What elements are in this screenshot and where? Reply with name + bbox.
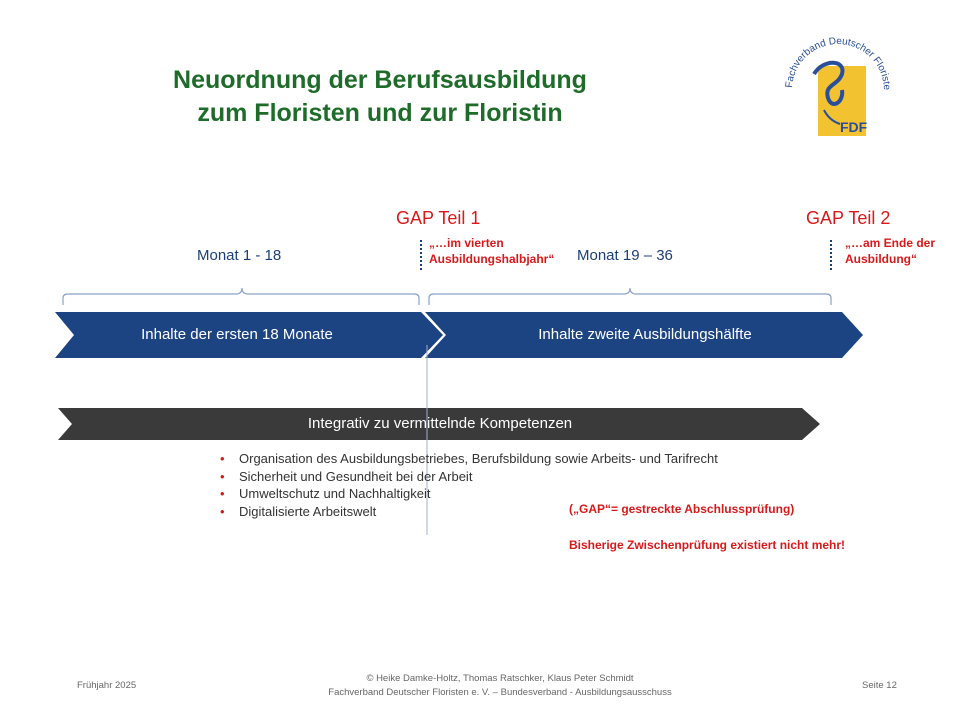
gap-definition: („GAP“= gestreckte Abschlussprüfung) <box>569 502 795 516</box>
competence-text: Digitalisierte Arbeitswelt <box>239 503 377 519</box>
gap2-note <box>845 235 935 267</box>
integrative-label: Integrativ zu vermittelnde Kompetenzen <box>307 415 573 432</box>
month2-label: Monat 19 – 36 <box>577 247 673 264</box>
gap1-note-line2: Ausbildungshalbjahr“ <box>429 252 555 266</box>
footer-date: Frühjahr 2025 <box>77 680 137 691</box>
bullet-icon: • <box>220 451 225 466</box>
bullet-icon: • <box>220 468 225 484</box>
brace-months-1-18 <box>63 288 419 305</box>
slide-title-line2: zum Floristen und zur Floristin <box>197 99 563 127</box>
logo-abbr: FDF <box>840 119 868 135</box>
gap1-note <box>429 235 554 267</box>
gap2-note-line2: Ausbildung“ <box>845 252 917 266</box>
month1-label: Monat 1 - 18 <box>197 247 282 264</box>
phase2-label: Inhalte zweite Ausbildungshälfte <box>538 326 752 343</box>
competence-text: Sicherheit und Gesundheit bei der Arbeit <box>239 468 473 484</box>
footer-credits-line2: Fachverband Deutscher Floristen e. V. – Bundesverband - Ausbildungsausschuss <box>328 687 672 698</box>
list-item <box>220 468 718 486</box>
footer-credits-line1: © Heike Damke-Holtz, Thomas Ratschker, Klaus Peter Schmidt <box>366 673 634 684</box>
bullet-icon: • <box>220 503 225 519</box>
gap1-note-line1: „…im vierten <box>429 236 504 250</box>
gap2-note-line1: „…am Ende der <box>845 236 936 250</box>
bullet-icon: • <box>220 486 225 501</box>
list-item <box>220 450 718 468</box>
footer-credits <box>280 672 720 700</box>
exam-notice: Bisherige Zwischenprüfung existiert nicht mehr! <box>569 538 846 552</box>
slide-title-line1: Neuordnung der Berufsausbildung <box>173 66 587 94</box>
logo-arc-textpath: Fachverband Deutscher Floriste <box>783 35 892 91</box>
gap2-label: GAP Teil 2 <box>806 208 891 228</box>
footer-page-number: Seite 12 <box>862 680 897 691</box>
competence-text: Umweltschutz und Nachhaltigkeit <box>239 486 431 501</box>
competence-text: Organisation des Ausbildungsbetriebes, Berufsbildung sowie Arbeits- und Tarifrecht <box>239 451 718 466</box>
gap1-label: GAP Teil 1 <box>396 208 481 228</box>
phase1-label: Inhalte der ersten 18 Monate <box>141 326 333 343</box>
list-item <box>220 485 718 503</box>
brace-months-19-36 <box>429 288 831 305</box>
